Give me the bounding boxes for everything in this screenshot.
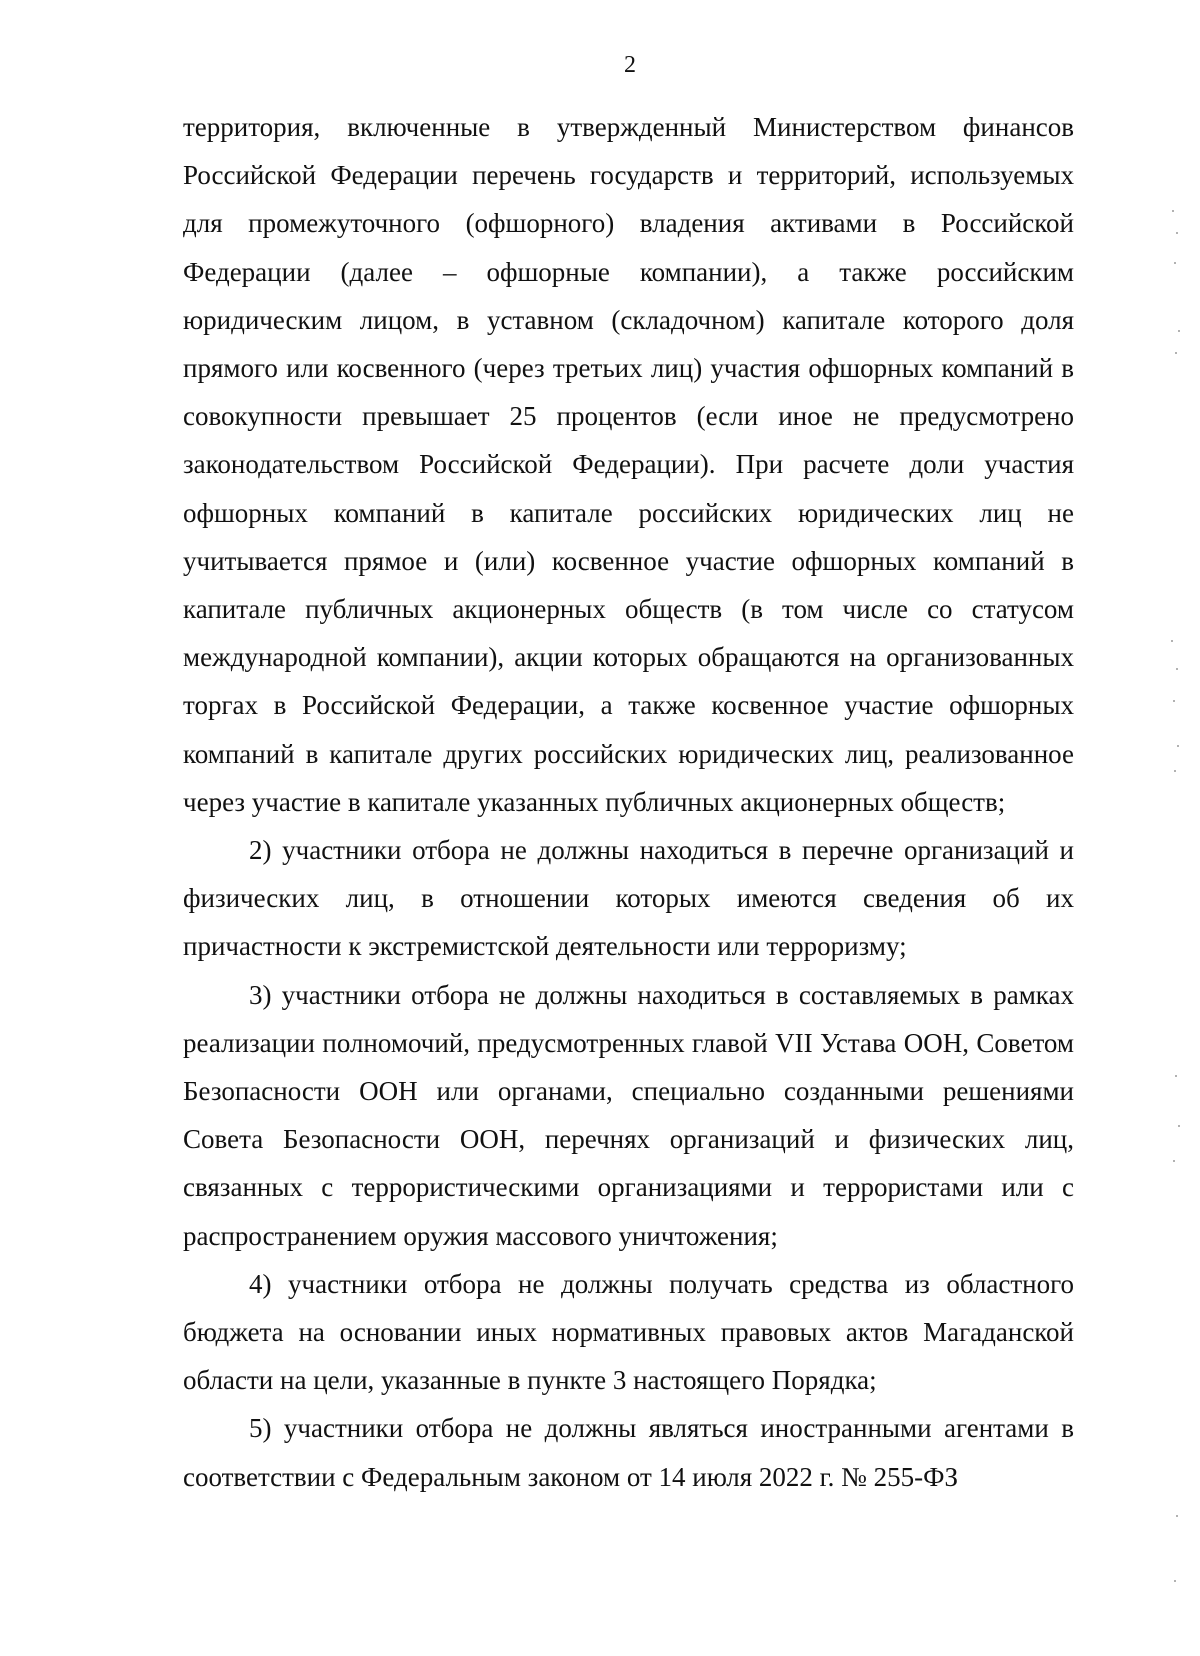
scan-artifact [1177,745,1179,747]
paragraph-item-5: 5) участники отбора не должны являться иностранными агентами в соответствии с Федеральным законом от 14 июля 2022 г. № 255-ФЗ [183,1413,1074,1492]
paragraph-item-3: 3) участники отбора не должны находиться в составляемых в рамках реализации полномочий, предусмотренных главой VII Устава ООН, Советом Безопасности ООН или органами, специально созданными решениями Совета Безопасности ООН, перечнях организаций и физических лиц, связанных с террористическими организациями и террористами или с распространением оружия массового уничтожения; [183,979,1074,1251]
scan-artifact [1174,770,1176,772]
scan-artifact [1174,1580,1176,1582]
scan-artifact [1173,1160,1175,1162]
page-number: 2 [624,52,636,78]
scan-artifact [1175,352,1177,354]
scan-artifact [1178,1125,1180,1127]
scan-artifact [1176,1515,1178,1517]
document-body [183,103,1074,1501]
scan-artifact [1173,700,1175,702]
paragraph-item-2: 2) участники отбора не должны находиться в перечне организаций и физических лиц, в отношении которых имеются сведения об их причастности к экстремистской деятельности или терроризму; [183,835,1074,962]
scan-artifact [1172,210,1174,212]
scan-artifact [1175,1075,1177,1077]
scan-artifact [1174,262,1176,264]
paragraph-item-4: 4) участники отбора не должны получать средства из областного бюджета на основании иных нормативных правовых актов Магаданской области на цели, указанные в пункте 3 настоящего Порядка; [183,1268,1074,1396]
scan-artifact [1178,330,1180,332]
paragraph-continuation: территория, включенные в утвержденный Министерством финансов Российской Федерации перечень государств и территорий, используемых для промежуточного (офшорного) владения активами в Российской Федерации (далее – офшорные компании), а также российским юридическим лицом, в уставном (складочном) капитале которого доля прямого или косвенного (через третьих лиц) участия офшорных компаний в совокупности превышает 25 процентов (если иное не предусмотрено законодательством Российской Федерации). При расчете доли участия офшорных компаний в капитале российских юридических лиц не учитывается прямое и (или) косвенное участие офшорных компаний в капитале публичных акционерных обществ (в том числе со статусом международной компании), акции которых обращаются на организованных торгах в Российской Федерации, а также косвенное участие офшорных компаний в капитале других российских юридических лиц, реализованное через участие в капитале указанных публичных акционерных обществ; [183,112,1074,817]
scan-artifact [1176,668,1178,670]
scan-artifact [1171,640,1173,642]
scan-artifact [1176,232,1178,234]
